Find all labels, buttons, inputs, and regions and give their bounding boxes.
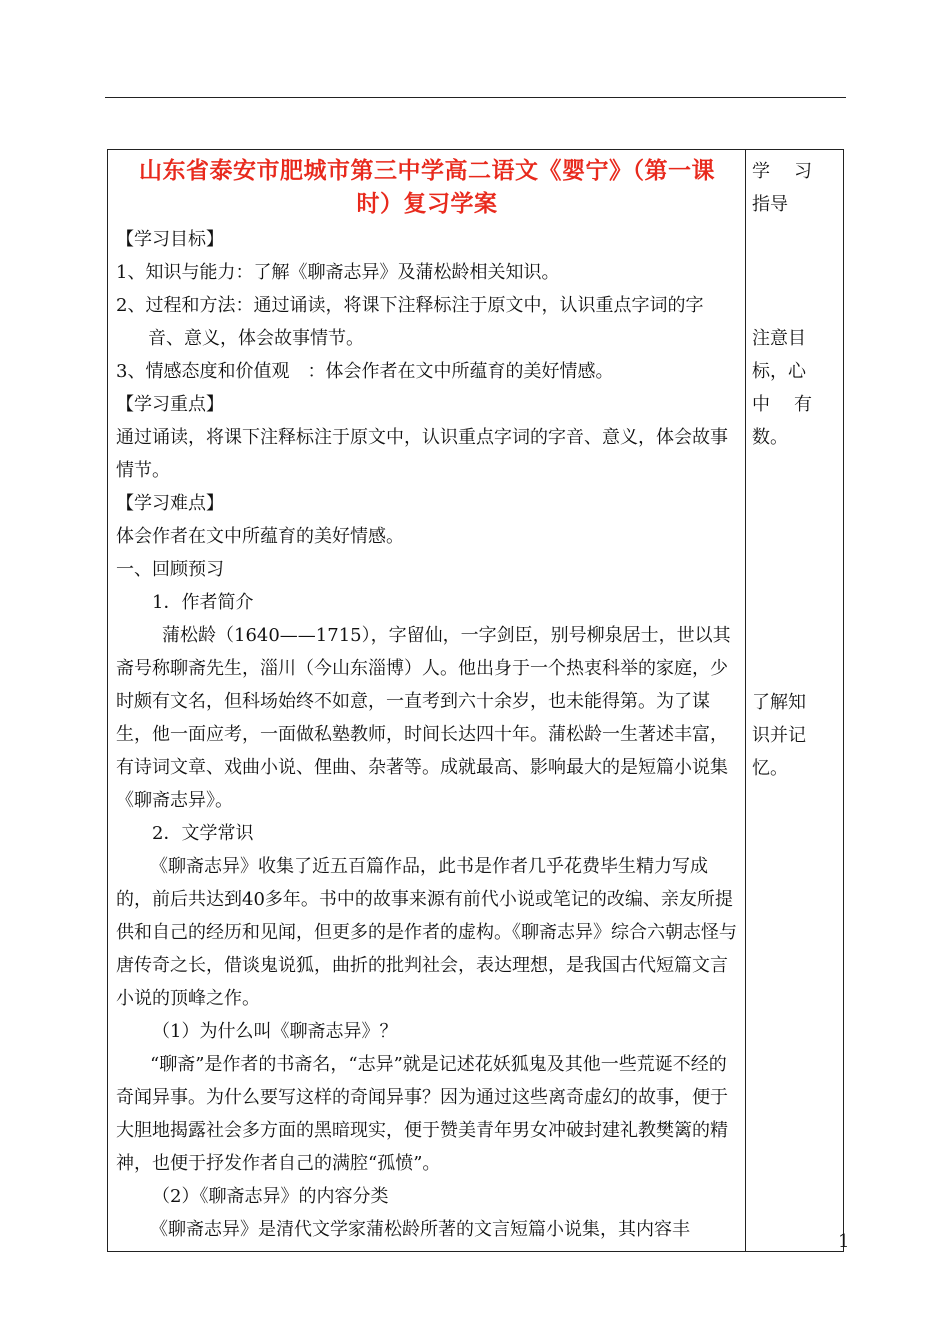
goals-heading: 【学习目标】 <box>116 229 224 250</box>
literature-heading: 2．文学常识 <box>152 823 254 844</box>
title-line-1: 山东省泰安市肥城市第三中学高二语文《婴宁》（第一课 <box>139 158 715 184</box>
side-note-line: 标，心 <box>752 361 806 382</box>
side-note-knowledge <box>752 686 836 785</box>
main-column <box>116 152 738 1246</box>
side-note-goals <box>752 322 836 454</box>
review-heading: 一、回顾预习 <box>116 559 224 580</box>
side-heading-line-2: 指导 <box>752 194 788 215</box>
difficulty-text: 体会作者在文中所蕴育的美好情感。 <box>116 526 404 547</box>
side-note-line: 注意目 <box>752 328 806 349</box>
author-text: 蒲松龄（1640——1715），字留仙，一字剑臣，别号柳泉居士，世以其斋号称聊斋先生，淄川（今山东淄博）人。他出身于一个热衷科举的家庭，少时颇有文名，但科场始终不如意，一直考到六十余岁，也未能得第。为了谋生，他一面应考，一面做私塾教师，时间长达四十年。蒲松龄一生著述丰富，有诗词文章、戏曲小说、俚曲、杂著等。成就最高、影响最大的是短篇小说集《聊斋志异》。 <box>116 625 731 811</box>
goal-2: 2、过程和方法：通过诵读，将课下注释标注于原文中，认识重点字词的字音、意义，体会故事情节。 <box>116 295 704 349</box>
side-note-line: 忆。 <box>752 758 788 779</box>
key-points-heading: 【学习重点】 <box>116 394 224 415</box>
column-divider <box>745 149 746 1252</box>
key-points-text: 通过诵读，将课下注释标注于原文中，认识重点字词的字音、意义，体会故事情节。 <box>116 427 728 481</box>
difficulty-heading: 【学习难点】 <box>116 493 224 514</box>
page-number: 1 <box>838 1231 850 1252</box>
question-2-text: 《聊斋志异》是清代文学家蒲松龄所著的文言短篇小说集，其内容丰 <box>150 1219 690 1240</box>
question-1-text: “聊斋”是作者的书斋名，“志异”就是记述花妖狐鬼及其他一些荒诞不经的奇闻异事。为什么要写这样的奇闻异事？因为通过这些离奇虚幻的故事，便于大胆地揭露社会多方面的黑暗现实，便于赞美青年男女冲破封建礼教樊篱的精神，也便于抒发作者自己的满腔“孤愤”。 <box>116 1054 728 1174</box>
side-heading-line-1: 学习 <box>752 161 836 182</box>
header-rule <box>105 97 846 98</box>
side-heading <box>752 155 836 221</box>
side-note-line: 了解知 <box>752 692 806 713</box>
question-2-heading: （2）《聊斋志异》的内容分类 <box>152 1186 389 1207</box>
side-note-line: 数。 <box>752 427 788 448</box>
goal-3: 3、情感态度和价值观 ：体会作者在文中所蕴育的美好情感。 <box>116 361 614 382</box>
author-heading: 1．作者简介 <box>152 592 254 613</box>
goal-1: 1、知识与能力：了解《聊斋志异》及蒲松龄相关知识。 <box>116 262 560 283</box>
literature-text: 《聊斋志异》收集了近五百篇作品，此书是作者几乎花费毕生精力写成的，前后共达到40多年。书中的故事来源有前代小说或笔记的改编、亲友所提供和自己的经历和见闻，但更多的是作者的虚构。《聊斋志异》综合六朝志怪与唐传奇之长，借谈鬼说狐，曲折的批判社会，表达理想，是我国古代短篇文言小说的顶峰之作。 <box>116 856 737 1009</box>
side-note-line: 识并记 <box>752 725 806 746</box>
side-note-line: 中有 <box>752 394 836 415</box>
title-line-2: 时）复习学案 <box>356 191 498 217</box>
document-title <box>116 155 738 221</box>
question-1-heading: （1）为什么叫《聊斋志异》？ <box>152 1021 398 1042</box>
